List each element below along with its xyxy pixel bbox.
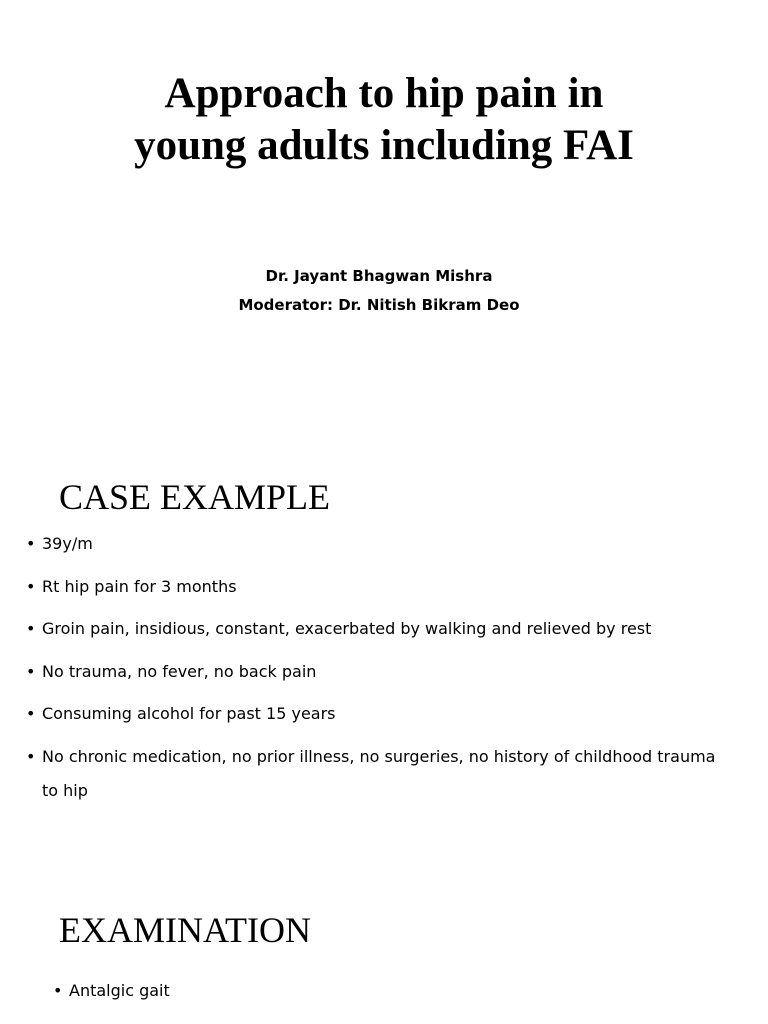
moderator-name: Moderator: Dr. Nitish Bikram Deo xyxy=(238,296,520,314)
bullet-icon: • xyxy=(26,619,36,638)
list-item-text: Rt hip pain for 3 months xyxy=(42,576,237,596)
case-example-heading: CASE EXAMPLE xyxy=(59,477,331,517)
bullet-icon: • xyxy=(26,704,36,723)
title-line-2: young adults including FAI xyxy=(134,122,634,169)
bullet-icon: • xyxy=(26,576,36,596)
list-item-text: 39y/m xyxy=(42,534,93,553)
list-item xyxy=(26,531,716,557)
bullet-icon: • xyxy=(53,981,63,1000)
list-item xyxy=(26,740,716,808)
list-item xyxy=(53,978,743,1004)
list-item-text: No trauma, no fever, no back pain xyxy=(42,661,317,681)
list-item xyxy=(26,659,716,685)
list-item xyxy=(26,701,716,727)
case-example-list xyxy=(26,531,716,824)
examination-list xyxy=(53,978,743,1004)
title-line-1: Approach to hip pain in xyxy=(164,70,604,117)
list-item-text: No chronic medication, no prior illness, no surgeries, no history of childhood trauma to hip xyxy=(42,746,716,800)
author-block xyxy=(0,262,758,320)
list-item xyxy=(26,574,716,600)
presenter-name: Dr. Jayant Bhagwan Mishra xyxy=(265,267,493,285)
bullet-icon: • xyxy=(26,534,36,553)
bullet-icon: • xyxy=(26,746,36,766)
slide-title xyxy=(0,68,768,172)
list-item-text: Consuming alcohol for past 15 years xyxy=(42,704,336,723)
list-item-text: Antalgic gait xyxy=(69,981,170,1000)
list-item xyxy=(26,616,716,642)
bullet-icon: • xyxy=(26,661,36,681)
examination-heading: EXAMINATION xyxy=(59,910,311,950)
list-item-text: Groin pain, insidious, constant, exacerbated by walking and relieved by rest xyxy=(42,619,652,638)
